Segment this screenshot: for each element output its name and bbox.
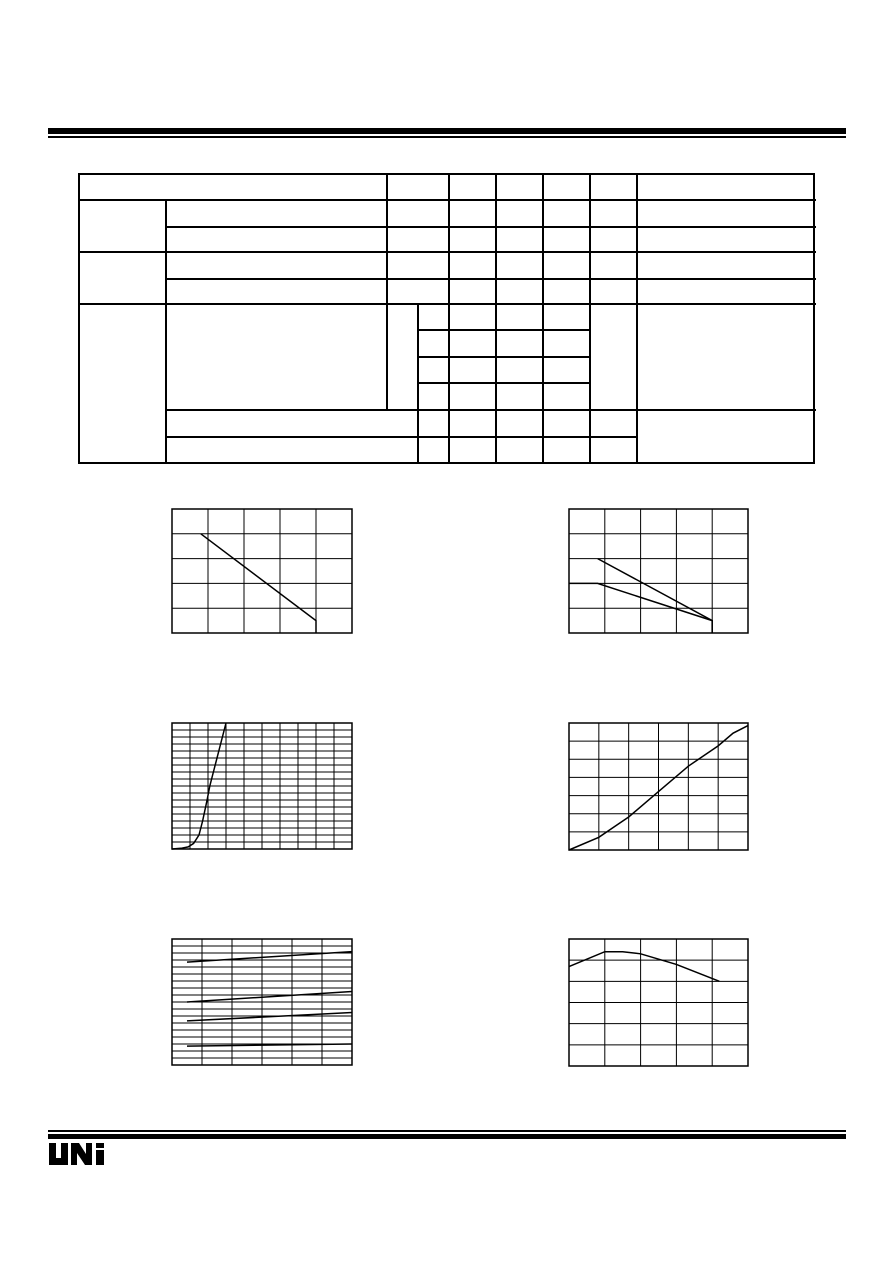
graph-2: [568, 508, 749, 634]
plot-frame: [569, 509, 748, 633]
series-line-3: [187, 1013, 352, 1021]
chart-grid: [172, 509, 352, 633]
footer-rule-thin: [48, 1130, 846, 1132]
footer-rule-thick: [48, 1134, 846, 1139]
chart-grid: [569, 723, 748, 850]
table-grid: [78, 174, 816, 463]
plot-frame: [172, 509, 352, 633]
graph-1: [171, 508, 353, 634]
graph-3: [171, 722, 353, 850]
graph-4: [568, 722, 749, 851]
series-line-2: [598, 559, 713, 633]
series-line-1: [569, 952, 719, 982]
header-rule-thick: [48, 128, 846, 134]
chart-grid: [172, 723, 352, 849]
graph-5: [171, 938, 353, 1066]
graph-6: [568, 938, 749, 1067]
series-line-2: [187, 992, 352, 1003]
electrical-characteristics-table: [78, 173, 816, 465]
header-rule-thin: [48, 136, 846, 138]
chart-grid: [569, 509, 748, 633]
chart-grid: [569, 939, 748, 1066]
uni-logo: [48, 1142, 106, 1166]
